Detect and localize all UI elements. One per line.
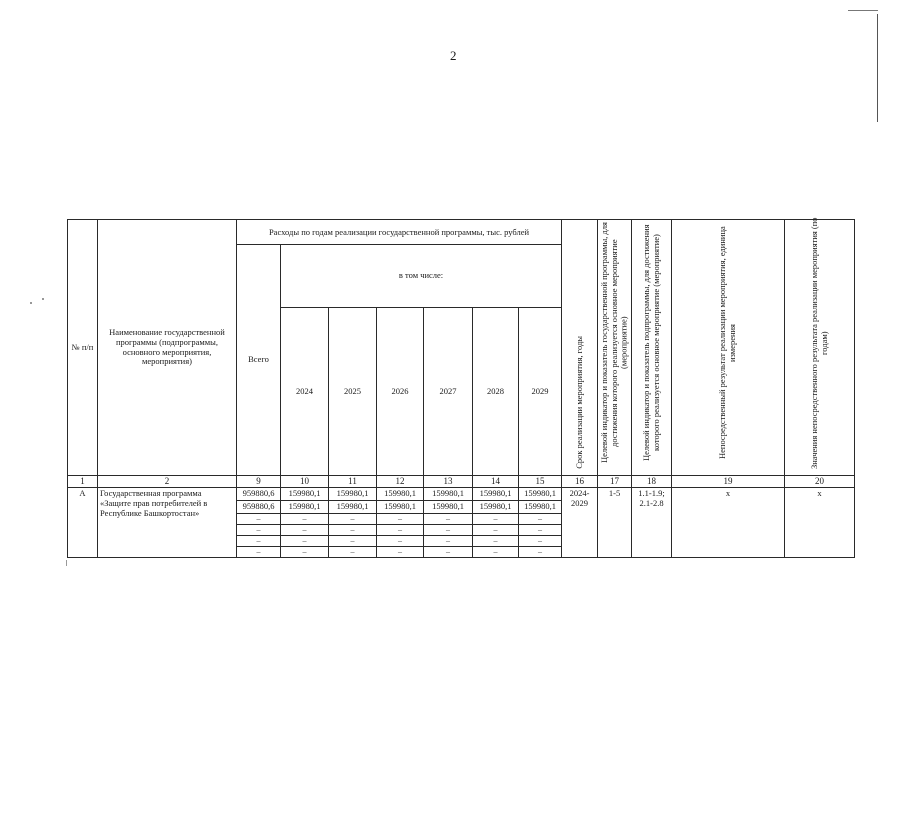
header-year: 2024 [281, 308, 329, 476]
program-expenses-table [67, 219, 855, 558]
column-number: 10 [281, 476, 329, 488]
header-sub-indicator: Целевой индикатор и показатель подпрограммы, для достижения которого реализуется основное мероприятие (мероприятие) [632, 220, 672, 476]
row-year-value: 159980,1 [473, 488, 519, 501]
row-year-value: 159980,1 [377, 488, 424, 501]
empty-dash: – [519, 514, 562, 525]
empty-dash: – [519, 536, 562, 547]
empty-dash: – [424, 525, 473, 536]
empty-dash: – [329, 547, 377, 558]
header-num: № п/п [68, 220, 98, 476]
header-target-indicator: Целевой индикатор и показатель государственной программы, для достижения которого реализуется основное мероприятие (мероприятие) [598, 220, 632, 476]
row-direct-result: х [672, 488, 785, 558]
row-year-value: 159980,1 [281, 488, 329, 501]
header-expenses-title: Расходы по годам реализации государственной программы, тыс. рублей [237, 220, 562, 245]
header-year: 2026 [377, 308, 424, 476]
header-including: в том числе: [281, 245, 562, 308]
column-number: 12 [377, 476, 424, 488]
empty-dash: – [473, 514, 519, 525]
empty-dash: – [237, 525, 281, 536]
scan-edge-line [66, 560, 67, 566]
column-number: 19 [672, 476, 785, 488]
column-number: 1 [68, 476, 98, 488]
header-year: 2025 [329, 308, 377, 476]
row-year-value: 159980,1 [329, 501, 377, 514]
header-direct-result: Непосредственный результат реализации мероприятия, единица измерения [672, 220, 785, 476]
header-total: Всего [237, 245, 281, 476]
empty-dash: – [281, 514, 329, 525]
empty-dash: – [377, 547, 424, 558]
page-number: 2 [450, 48, 457, 63]
empty-dash: – [329, 525, 377, 536]
row-code: А [68, 488, 98, 558]
empty-dash: – [519, 525, 562, 536]
empty-dash: – [237, 536, 281, 547]
row-year-value: 159980,1 [281, 501, 329, 514]
header-year: 2027 [424, 308, 473, 476]
row-total: 959880,6 [237, 501, 281, 514]
empty-dash: – [519, 547, 562, 558]
empty-dash: – [237, 547, 281, 558]
row-total: 959880,6 [237, 488, 281, 501]
column-number: 13 [424, 476, 473, 488]
header-direct-result-values: Значения непосредственного результата реализации мероприятия (по годам) [785, 220, 855, 476]
empty-dash: – [329, 514, 377, 525]
row-name: Государственная программа «Защите прав потребителей в Республике Башкортостан» [98, 488, 237, 558]
row-year-value: 159980,1 [424, 488, 473, 501]
row-sub-indicator: 1.1-1.9; 2.1-2.8 [632, 488, 672, 558]
column-number: 16 [562, 476, 598, 488]
row-year-value: 159980,1 [473, 501, 519, 514]
empty-dash: – [377, 514, 424, 525]
empty-dash: – [329, 536, 377, 547]
row-term: 2024-2029 [562, 488, 598, 558]
column-number-row [68, 476, 855, 488]
empty-dash: – [473, 525, 519, 536]
empty-dash: – [281, 547, 329, 558]
row-year-value: 159980,1 [377, 501, 424, 514]
header-term: Срок реализации мероприятия, годы [562, 220, 598, 476]
table-row [68, 488, 855, 501]
column-number: 2 [98, 476, 237, 488]
empty-dash: – [281, 525, 329, 536]
scan-edge-line [877, 14, 878, 122]
column-number: 20 [785, 476, 855, 488]
scan-edge-line [848, 10, 878, 11]
column-number: 9 [237, 476, 281, 488]
row-year-value: 159980,1 [424, 501, 473, 514]
header-year: 2029 [519, 308, 562, 476]
row-year-value: 159980,1 [519, 501, 562, 514]
empty-dash: – [424, 514, 473, 525]
empty-dash: – [424, 536, 473, 547]
scan-speck [42, 298, 44, 300]
header-name: Наименование государственной программы (подпрограммы, основного мероприятия, мероприятия) [98, 220, 237, 476]
scan-speck [30, 302, 32, 304]
column-number: 18 [632, 476, 672, 488]
column-number: 11 [329, 476, 377, 488]
empty-dash: – [281, 536, 329, 547]
column-number: 14 [473, 476, 519, 488]
empty-dash: – [237, 514, 281, 525]
column-number: 17 [598, 476, 632, 488]
row-target-indicator: 1-5 [598, 488, 632, 558]
empty-dash: – [424, 547, 473, 558]
header-year: 2028 [473, 308, 519, 476]
row-year-value: 159980,1 [329, 488, 377, 501]
row-year-value: 159980,1 [519, 488, 562, 501]
empty-dash: – [377, 525, 424, 536]
column-number: 15 [519, 476, 562, 488]
empty-dash: – [473, 536, 519, 547]
row-direct-result-value: х [785, 488, 855, 558]
empty-dash: – [473, 547, 519, 558]
empty-dash: – [377, 536, 424, 547]
